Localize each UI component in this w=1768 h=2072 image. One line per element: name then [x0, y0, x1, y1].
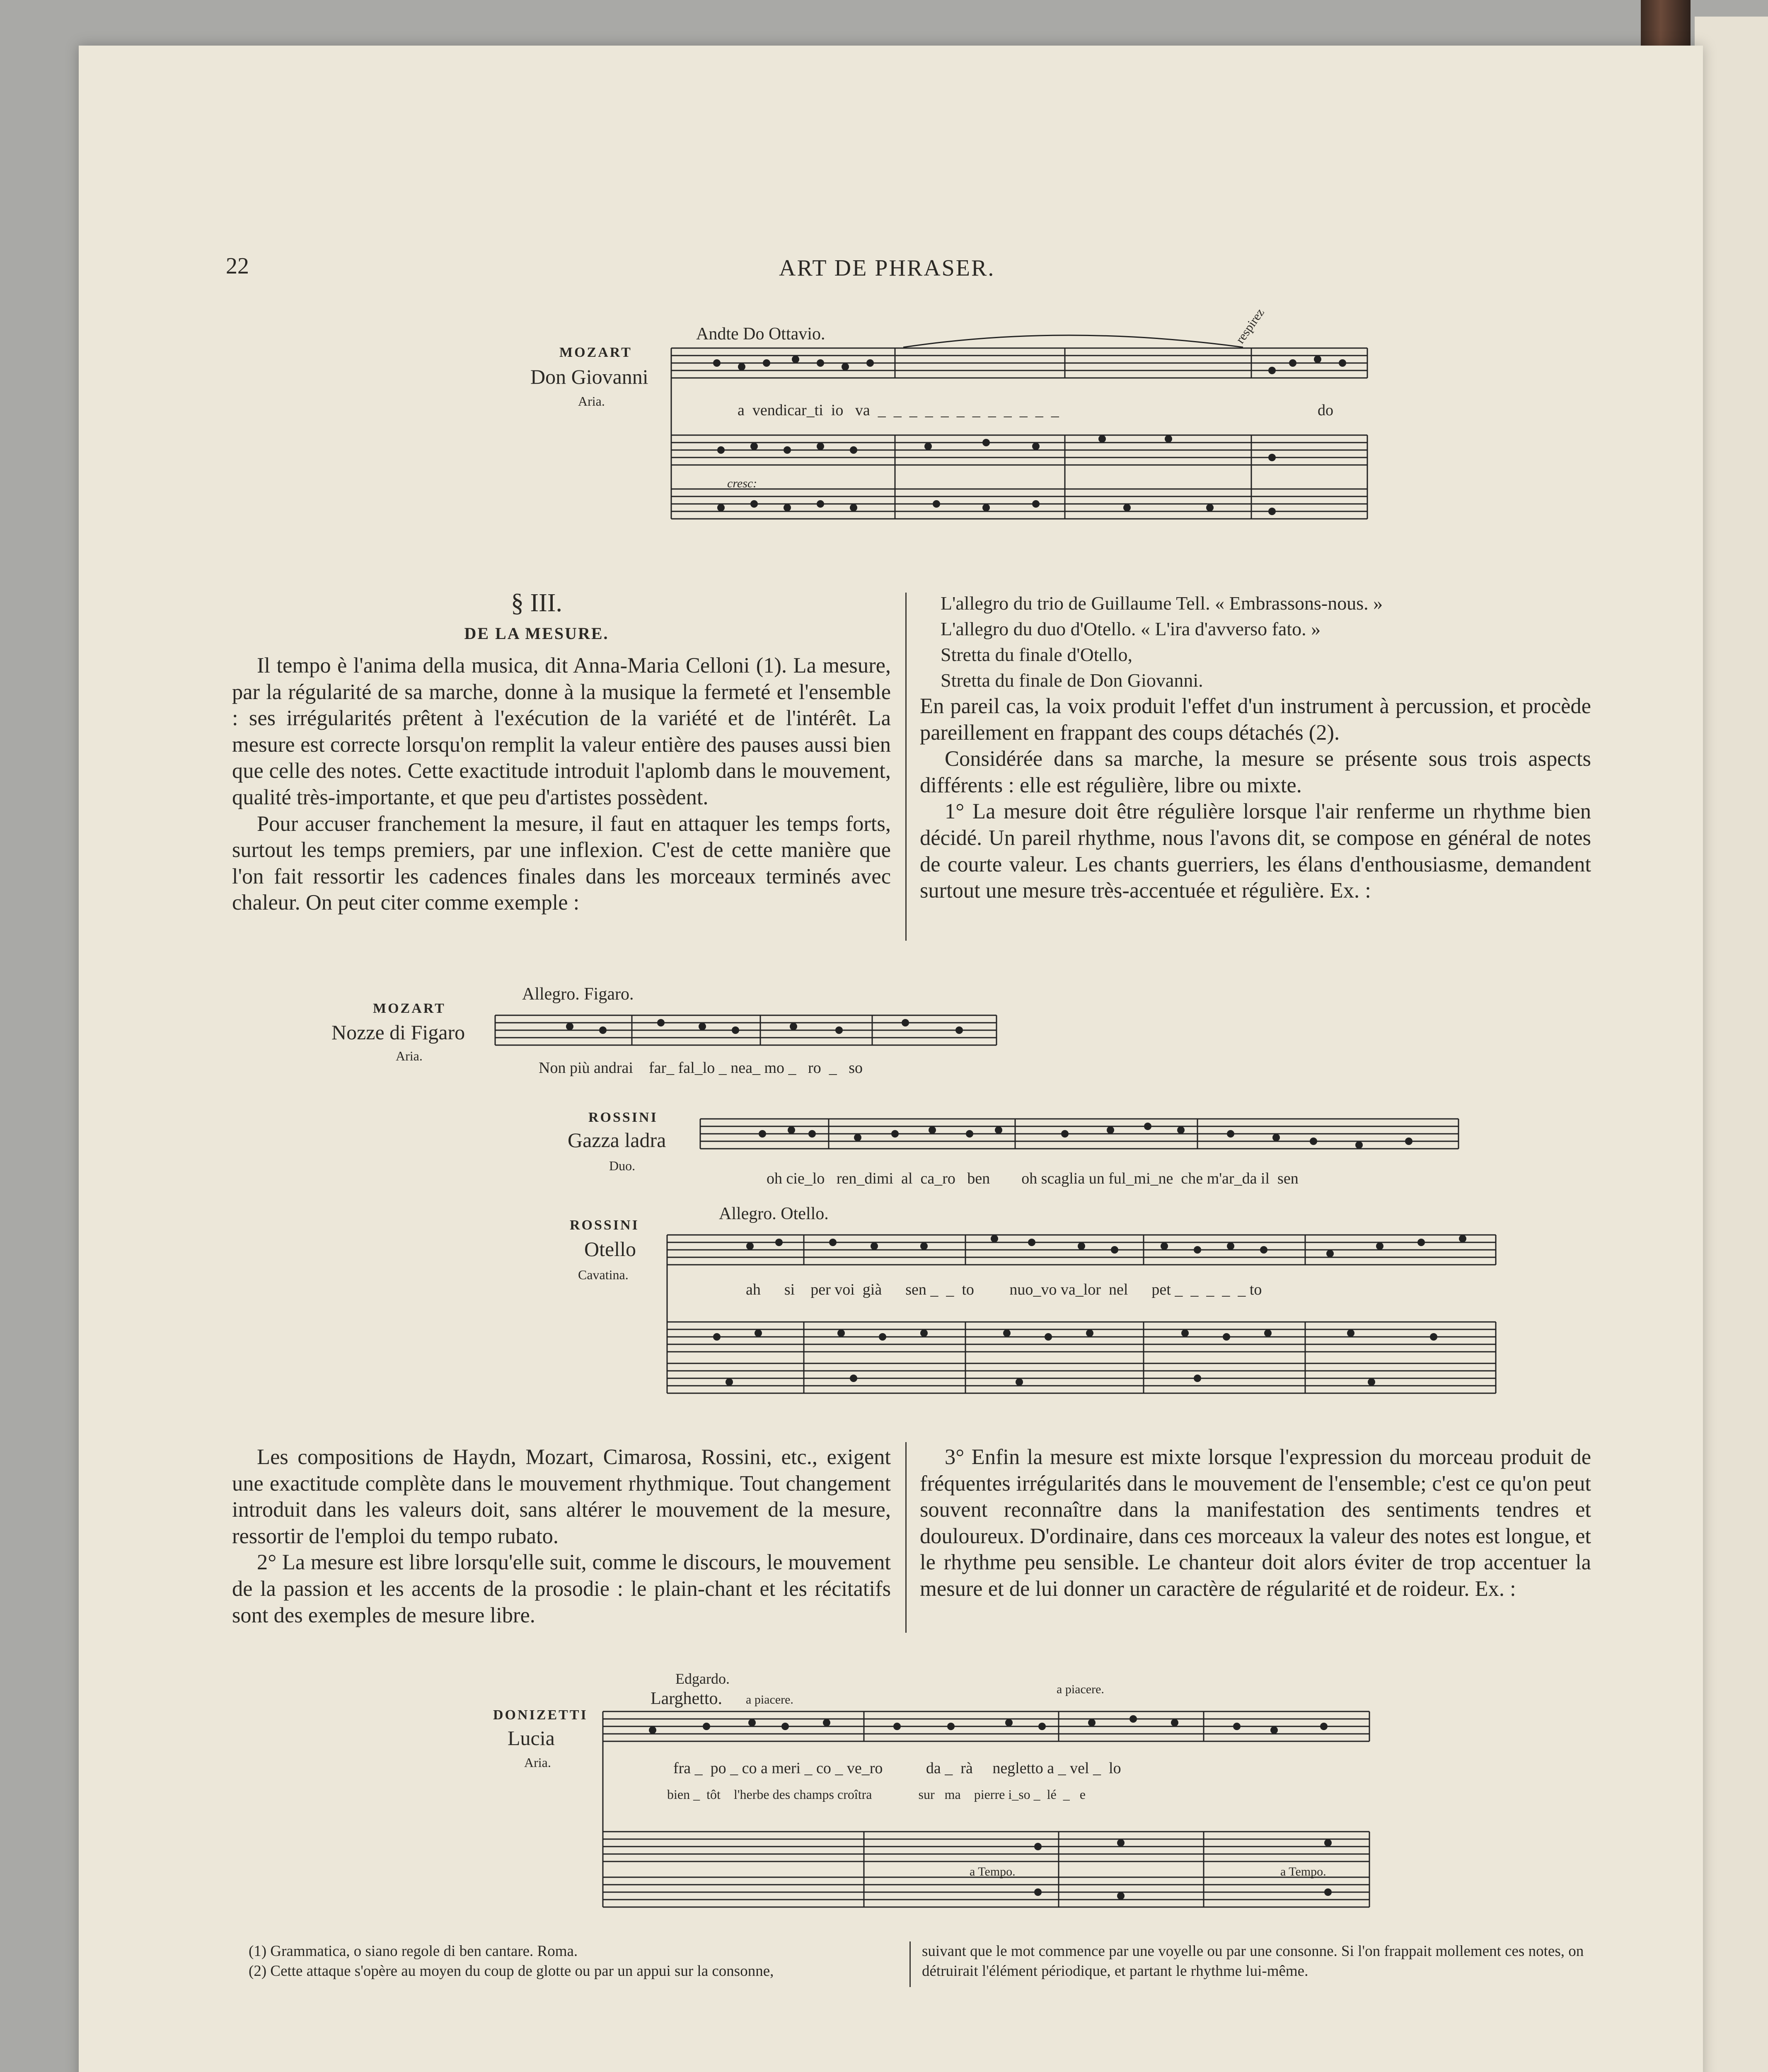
adjacent-page-edge	[1695, 17, 1768, 2072]
footnote-2: (2) Cette attaque s'opère au moyen du coup de glotte ou par un appui sur la consonne,	[249, 1963, 774, 1980]
right-text-1	[920, 693, 1591, 904]
opera-label: Nozze di Figaro	[331, 1021, 465, 1044]
paragraph: Pour accuser franchement la mesure, il faut en attaquer les temps forts, surtout les temps premiers, par une inflexion. C'est de cette manière que l'on fait ressortir les cadences finales dans les morceaux terminés avec chaleur. On peut citer comme exemple :	[232, 811, 891, 915]
a-tempo-marking: a Tempo.	[970, 1865, 1016, 1878]
column-rule	[909, 1941, 911, 1987]
music-example-nozze	[495, 1011, 1001, 1053]
paragraph: 2° La mesure est libre lorsqu'elle suit, comme le discours, le mouvement de la passion et les accents de la prosodie : le plain-chant et les récitatifs sont des exemples de mesure libre.	[232, 1550, 891, 1627]
tempo-marking: Allegro. Figaro.	[522, 985, 634, 1004]
left-column-2	[232, 1444, 891, 1629]
a-tempo-marking: a Tempo.	[1280, 1865, 1326, 1878]
opera-label: Don Giovanni	[530, 365, 648, 388]
respiration-marking: respirez	[1233, 306, 1267, 346]
piece-kind-label: Aria.	[524, 1755, 551, 1770]
lyrics-nozze: Non più andrai far_ fal_lo _ nea_ mo _ ro _ so	[539, 1059, 863, 1077]
lyrics-otello: ah si per voi già sen _ _ to nuo_vo va_lor nel pet _ _ _ _ _ to	[746, 1281, 1262, 1298]
composer-label: ROSSINI	[588, 1110, 658, 1125]
lyrics-don-giovanni-end: do	[1318, 402, 1333, 419]
paragraph: Il tempo è l'anima della musica, dit Anna-Maria Celloni (1). La mesure, par la régularité de sa marche, donne à la musique la fermeté et l'ensemble : ses irrégularités prêtent à l'exécution de la variété et de l'intérêt. La mesure est correcte lorsqu'on remplit la valeur entière des pauses aussi bien que celle des notes. Cette exactitude introduit l'aplomb dans le mouvement, qualité très-importante, et que peu d'artistes possèdent.	[232, 654, 891, 809]
paragraph: 3° Enfin la mesure est mixte lorsque l'expression du morceau produit de fréquentes irrégularités dans le mouvement de l'ensemble; c'est ce qu'on peut souvent reconnaître dans la manifestation des sentiments tendres et douloureux. D'ordinaire, dans ces morceaux la valeur des notes est longue, et le rhythme peu sensible. Le chanteur doit alors éviter de trop accentuer la mesure et de lui donner un caractère de régularité et de roideur. Ex. :	[920, 1445, 1591, 1601]
tempo-marking: Andte Do Ottavio.	[696, 324, 825, 344]
list-item: L'allegro du duo d'Otello. « L'ira d'avverso fato. »	[941, 618, 1321, 639]
lyrics-don-giovanni: a vendicar_ti io va _ _ _ _ _ _ _ _ _ _ _ _	[738, 402, 1059, 419]
tempo-marking: Allegro. Otello.	[719, 1204, 829, 1223]
lyrics-lucia-italian: fra _ po _ co a meri _ co _ ve_ro da _ rà negletto a _ vel _ lo	[673, 1760, 1121, 1777]
music-example-gazza	[700, 1115, 1463, 1160]
footnote-2-continued: suivant que le mot commence par une voyelle ou par une consonne. Si l'on frappait mollement ces notes, on détruirait l'élément périodique, et partant le rhythme lui-même.	[922, 1943, 1584, 1980]
lyrics-gazza: oh cie_lo ren_dimi al ca_ro ben oh scaglia un ful_mi_ne che m'ar_da il sen	[767, 1170, 1299, 1187]
opera-label: Gazza ladra	[568, 1128, 666, 1152]
paragraph: En pareil cas, la voix produit l'effet d'un instrument à percussion, et procède pareillement en frappant des coups détachés (2).	[920, 694, 1591, 745]
footnote-1: (1) Grammatica, o siano regole di ben cantare. Roma.	[249, 1943, 578, 1960]
music-example-otello	[667, 1227, 1500, 1409]
paragraph: Les compositions de Haydn, Mozart, Cimarosa, Rossini, etc., exigent une exactitude complète dans le mouvement rhythmique. Tout changement introduit dans les valeurs doit, sans altérer le mouvement de la mesure, ressortir de l'emploi du tempo rubato.	[232, 1445, 891, 1548]
composer-label: DONIZETTI	[493, 1707, 588, 1723]
opera-label: Otello	[584, 1237, 636, 1261]
music-example-lucia	[603, 1703, 1374, 1910]
footnotes-left	[249, 1941, 907, 1981]
opera-label: Lucia	[508, 1726, 555, 1750]
dynamic-marking: cresc:	[727, 477, 757, 490]
piece-kind-label: Duo.	[609, 1158, 636, 1173]
piece-kind-label: Aria.	[396, 1048, 423, 1063]
ad-libitum-marking: a piacere.	[746, 1693, 793, 1706]
composer-label: ROSSINI	[570, 1218, 639, 1233]
example-list	[920, 591, 1591, 693]
right-column-2	[920, 1444, 1591, 1602]
column-rule	[905, 1442, 907, 1633]
piece-kind-label: Cavatina.	[578, 1267, 629, 1282]
piece-kind-label: Aria.	[578, 394, 605, 409]
composer-label: MOZART	[373, 1001, 446, 1016]
paragraph: 1° La mesure doit être régulière lorsque l'air renferme un rhythme bien décidé. Un pareil rhythme, nous l'avons dit, se compose en général de notes de courte valeur. Les chants guerriers, les élans d'enthousiasme, demandent surtout une mesure très-accentuée et régulière. Ex. :	[920, 799, 1591, 903]
column-rule	[905, 593, 907, 941]
tempo-marking: Larghetto.	[651, 1689, 723, 1708]
music-example-don-giovanni	[671, 340, 1376, 555]
left-column-1	[232, 653, 891, 916]
running-head: ART DE PHRASER.	[779, 255, 995, 281]
ad-libitum-marking: a piacere.	[1057, 1682, 1104, 1696]
composer-label: MOZART	[559, 345, 632, 360]
section-title: DE LA MESURE.	[464, 624, 609, 643]
list-item: L'allegro du trio de Guillaume Tell. « Embrassons-nous. »	[941, 593, 1383, 614]
list-item: Stretta du finale de Don Giovanni.	[941, 670, 1203, 691]
right-column-1	[920, 591, 1591, 904]
page-number: 22	[226, 253, 249, 279]
paragraph: Considérée dans sa marche, la mesure se présente sous trois aspects différents : elle est régulière, libre ou mixte.	[920, 747, 1591, 797]
section-number: § III.	[511, 589, 562, 617]
lyrics-lucia-french: bien _ tôt l'herbe des champs croîtra sur ma pierre i_so _ lé _ e	[667, 1787, 1086, 1802]
list-item: Stretta du finale d'Otello,	[941, 644, 1133, 665]
character-label: Edgardo.	[675, 1670, 730, 1687]
